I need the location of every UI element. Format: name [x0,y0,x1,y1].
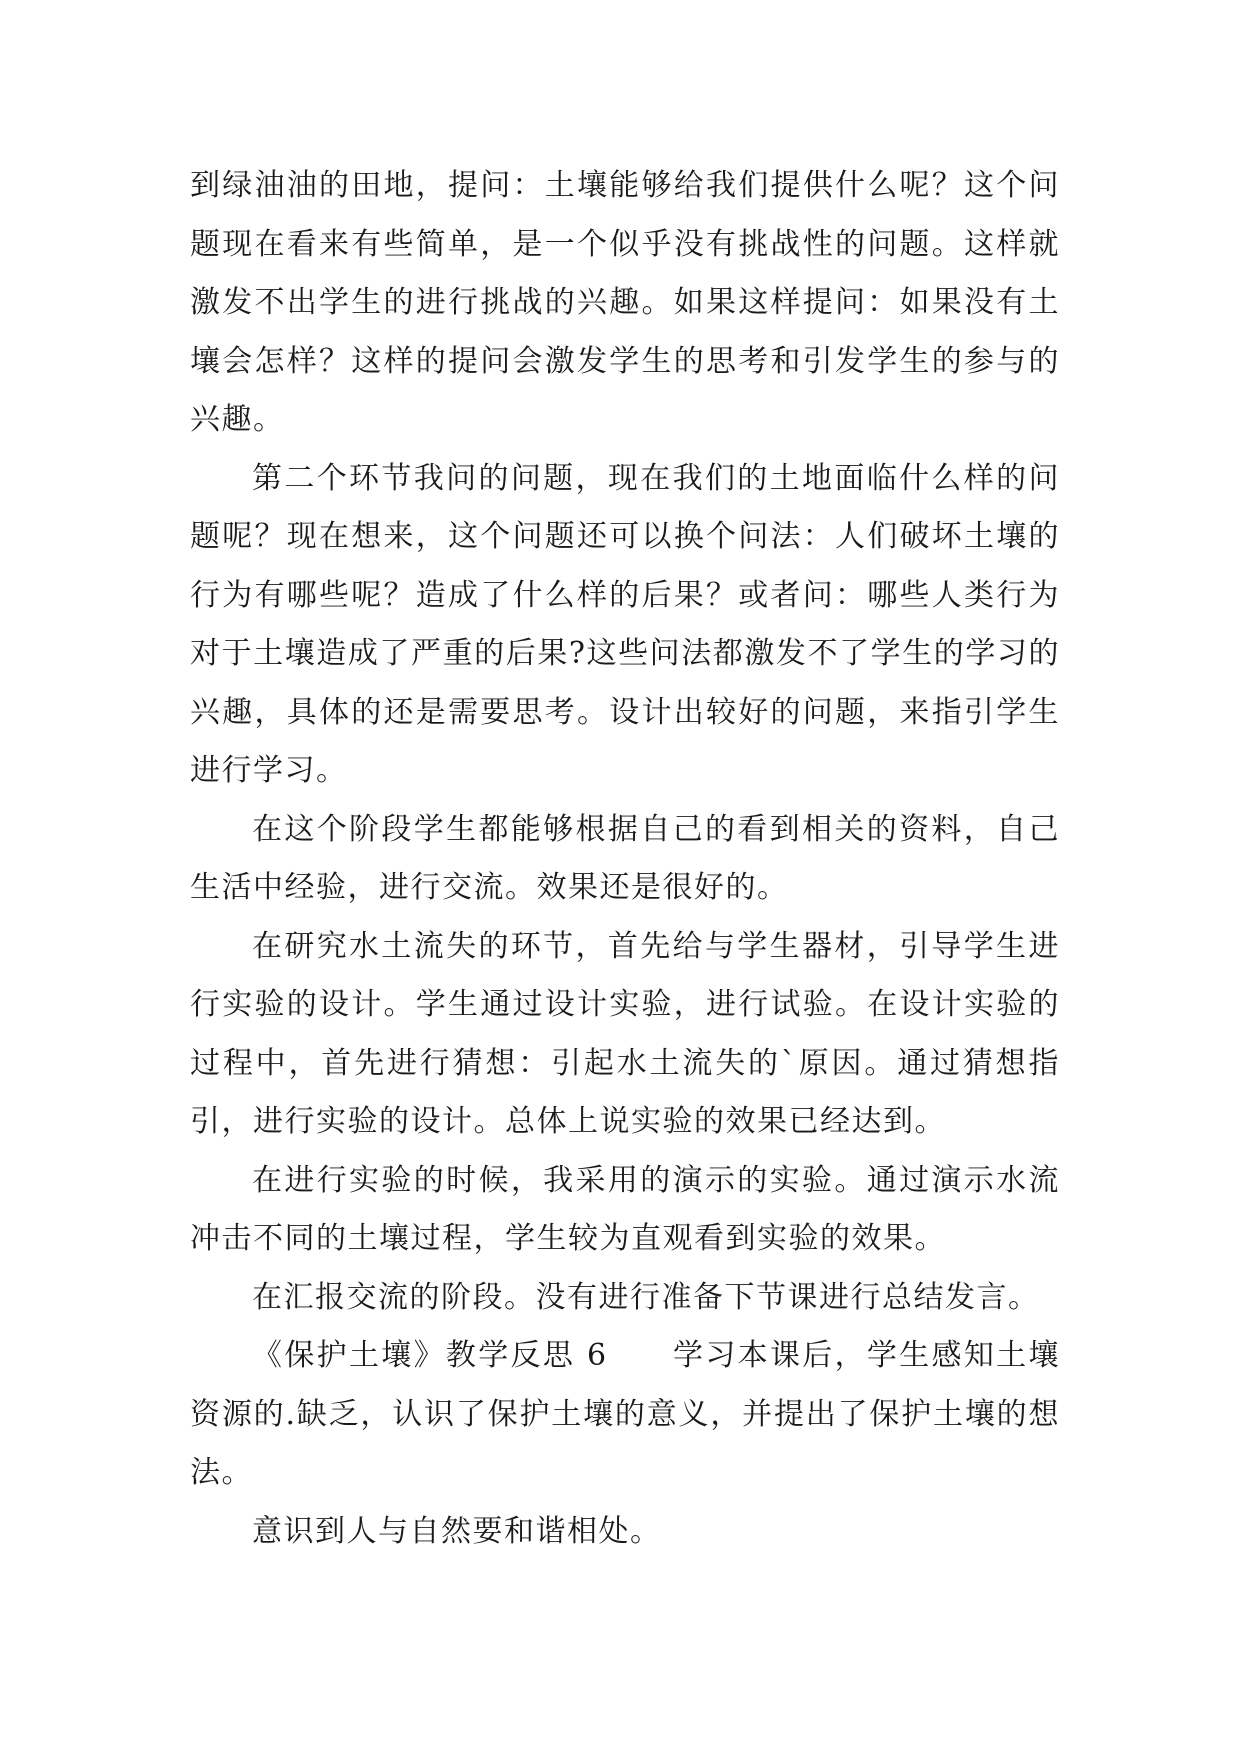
paragraph-8: 意识到人与自然要和谐相处。 [252,1513,662,1549]
paragraph-1: 到绿油油的田地，提问：土壤能够给我们提供什么呢？这个问题现在看来有些简单，是一个似乎没有挑战性的问题。这样就激发不出学生的进行挑战的兴趣。如果这样提问：如果没有土壤会怎样？这样的提问会激发学生的思考和引发学生的参与的兴趣。 [190,168,1060,437]
paragraph-5: 在进行实验的时候，我采用的演示的实验。通过演示水流冲击不同的土壤过程，学生较为直观看到实验的效果。 [190,1162,1060,1256]
paragraph-3: 在这个阶段学生都能够根据自己的看到相关的资料，自己生活中经验，进行交流。效果还是很好的。 [190,811,1060,905]
document-body [190,157,1060,1561]
paragraph-7: 《保护土壤》教学反思 6 学习本课后，学生感知土壤资源的.缺乏，认识了保护土壤的意义，并提出了保护土壤的想法。 [190,1338,1060,1490]
paragraph-6: 在汇报交流的阶段。没有进行准备下节课进行总结发言。 [252,1279,1040,1315]
paragraph-2: 第二个环节我问的问题，现在我们的土地面临什么样的问题呢？现在想来，这个问题还可以换个问法：人们破坏土壤的行为有哪些呢？造成了什么样的后果？或者问：哪些人类行为对于土壤造成了严重的后果?这些问法都激发不了学生的学习的兴趣，具体的还是需要思考。设计出较好的问题，来指引学生进行学习。 [190,460,1060,788]
paragraph-4: 在研究水土流失的环节，首先给与学生器材，引导学生进行实验的设计。学生通过设计实验，进行试验。在设计实验的过程中，首先进行猜想：引起水土流失的`原因。通过猜想指引，进行实验的设计。总体上说实验的效果已经达到。 [190,928,1060,1139]
